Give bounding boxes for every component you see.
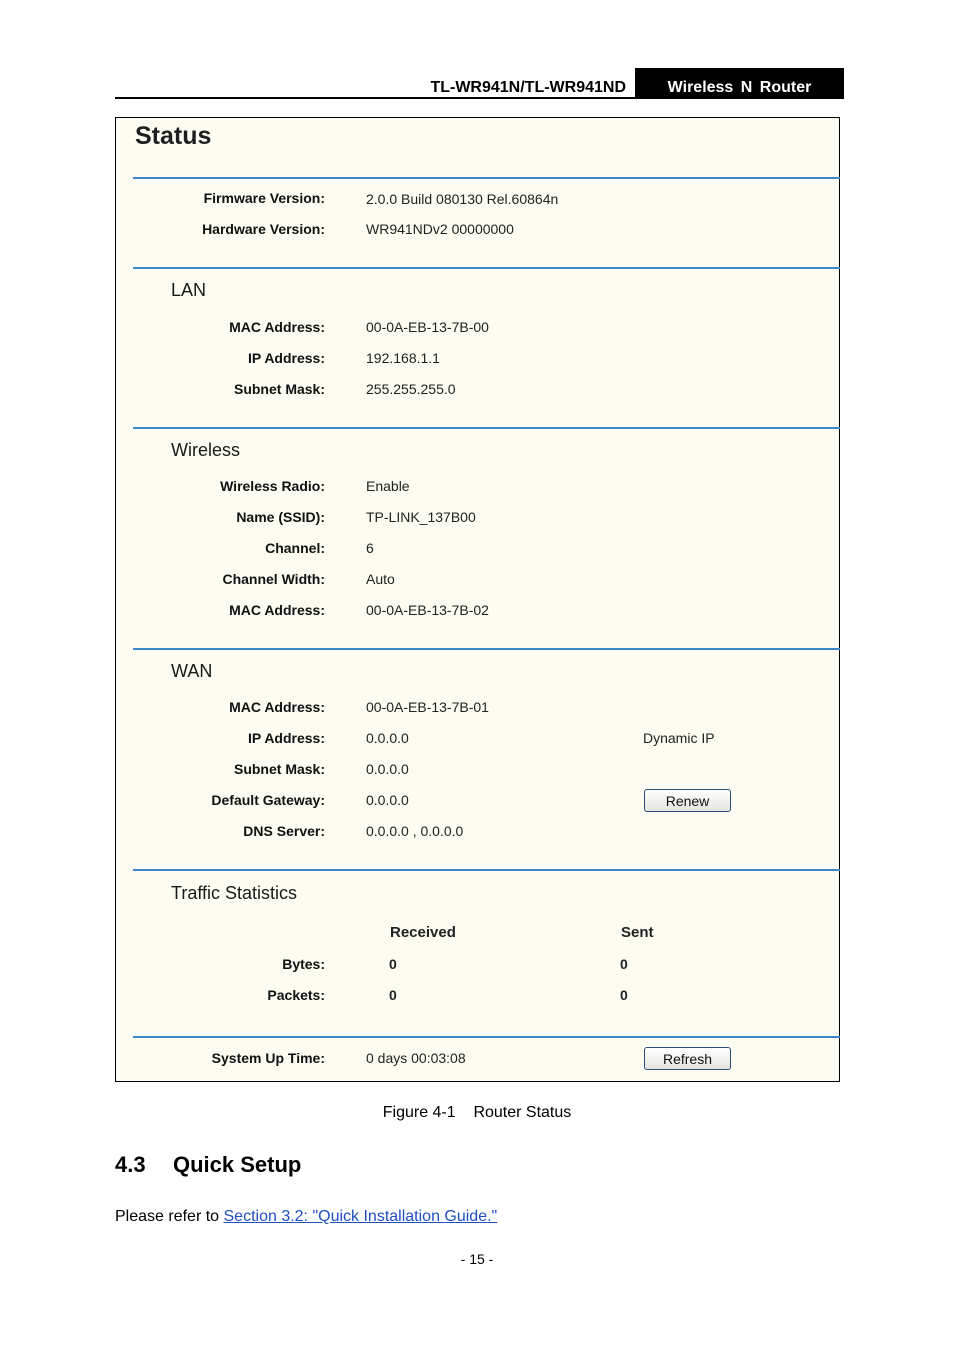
lan-section-title: LAN <box>171 280 207 300</box>
lan-subnet-label: Subnet Mask: <box>233 381 325 397</box>
wan-mac-label: MAC Address: <box>229 699 325 715</box>
wan-ip-value: 0.0.0.0 <box>366 730 409 746</box>
quick-installation-guide-link[interactable]: Section 3.2: "Quick Installation Guide." <box>223 1208 498 1225</box>
packets-sent-value: 0 <box>620 987 628 1003</box>
figure-caption: Figure 4-1 Router Status <box>382 1104 572 1121</box>
wan-mac-value: 00-0A-EB-13-7B-01 <box>366 699 489 715</box>
wireless-ssid-label: Name (SSID): <box>236 509 325 525</box>
lan-ip-label: IP Address: <box>247 350 325 366</box>
firmware-version-value: 2.0.0 Build 080130 Rel.60864n <box>366 191 559 207</box>
wireless-channel-width-value: Auto <box>366 571 395 587</box>
packets-label: Packets: <box>267 987 325 1003</box>
lan-subnet-value: 255.255.255.0 <box>366 381 456 397</box>
wireless-mac-label: MAC Address: <box>229 602 325 618</box>
section-separator <box>133 648 840 650</box>
wan-subnet-label: Subnet Mask: <box>233 761 325 777</box>
hardware-version-label: Hardware Version: <box>202 221 325 237</box>
received-column-header: Received <box>390 924 456 941</box>
section-separator <box>133 1036 840 1038</box>
bytes-label: Bytes: <box>282 956 325 972</box>
wireless-channel-value: 6 <box>366 540 374 556</box>
renew-button[interactable]: Renew <box>644 789 731 812</box>
header-rule <box>115 97 844 99</box>
wireless-channel-label: Channel: <box>265 540 325 556</box>
traffic-section-title: Traffic Statistics <box>171 883 298 903</box>
hardware-version-value: WR941NDv2 00000000 <box>366 221 514 237</box>
lan-mac-value: 00-0A-EB-13-7B-00 <box>366 319 489 335</box>
section-heading <box>115 1152 301 1178</box>
uptime-value: 0 days 00:03:08 <box>366 1050 466 1066</box>
wan-section-title: WAN <box>171 661 213 681</box>
uptime-label: System Up Time: <box>211 1050 325 1066</box>
wireless-radio-value: Enable <box>366 478 410 494</box>
page-number: - 15 - <box>460 1251 494 1267</box>
body-prefix: Please refer to <box>115 1208 224 1225</box>
sent-column-header: Sent <box>621 924 654 941</box>
bytes-sent-value: 0 <box>620 956 628 972</box>
wireless-radio-label: Wireless Radio: <box>220 478 325 494</box>
wan-dns-label: DNS Server: <box>243 823 325 839</box>
wan-dns-value: 0.0.0.0 , 0.0.0.0 <box>366 823 464 839</box>
status-title: Status <box>135 122 212 150</box>
wan-gateway-label: Default Gateway: <box>211 792 325 808</box>
section-separator <box>133 177 840 179</box>
router-status-panel <box>115 117 840 1082</box>
lan-ip-value: 192.168.1.1 <box>366 350 440 366</box>
lan-mac-label: MAC Address: <box>229 319 325 335</box>
document-model-header: TL-WR941N/TL-WR941ND <box>430 79 626 96</box>
section-separator <box>133 267 840 269</box>
wan-ip-label: IP Address: <box>247 730 325 746</box>
section-separator <box>133 869 840 871</box>
bytes-received-value: 0 <box>389 956 397 972</box>
wan-gateway-value: 0.0.0.0 <box>366 792 409 808</box>
packets-received-value: 0 <box>389 987 397 1003</box>
firmware-version-label: Firmware Version: <box>203 190 325 206</box>
wireless-ssid-value: TP-LINK_137B00 <box>366 509 476 525</box>
wireless-section-title: Wireless <box>171 440 241 460</box>
product-name-banner: Wireless N Router <box>635 68 844 99</box>
section-number: 4.3 <box>115 1152 146 1177</box>
wireless-mac-value: 00-0A-EB-13-7B-02 <box>366 602 489 618</box>
wan-subnet-value: 0.0.0.0 <box>366 761 409 777</box>
section-title: Quick Setup <box>173 1152 302 1177</box>
refresh-button[interactable]: Refresh <box>644 1047 731 1070</box>
wireless-channel-width-label: Channel Width: <box>222 571 325 587</box>
section-body <box>115 1208 497 1226</box>
wan-connection-type: Dynamic IP <box>643 730 715 746</box>
section-separator <box>133 427 840 429</box>
